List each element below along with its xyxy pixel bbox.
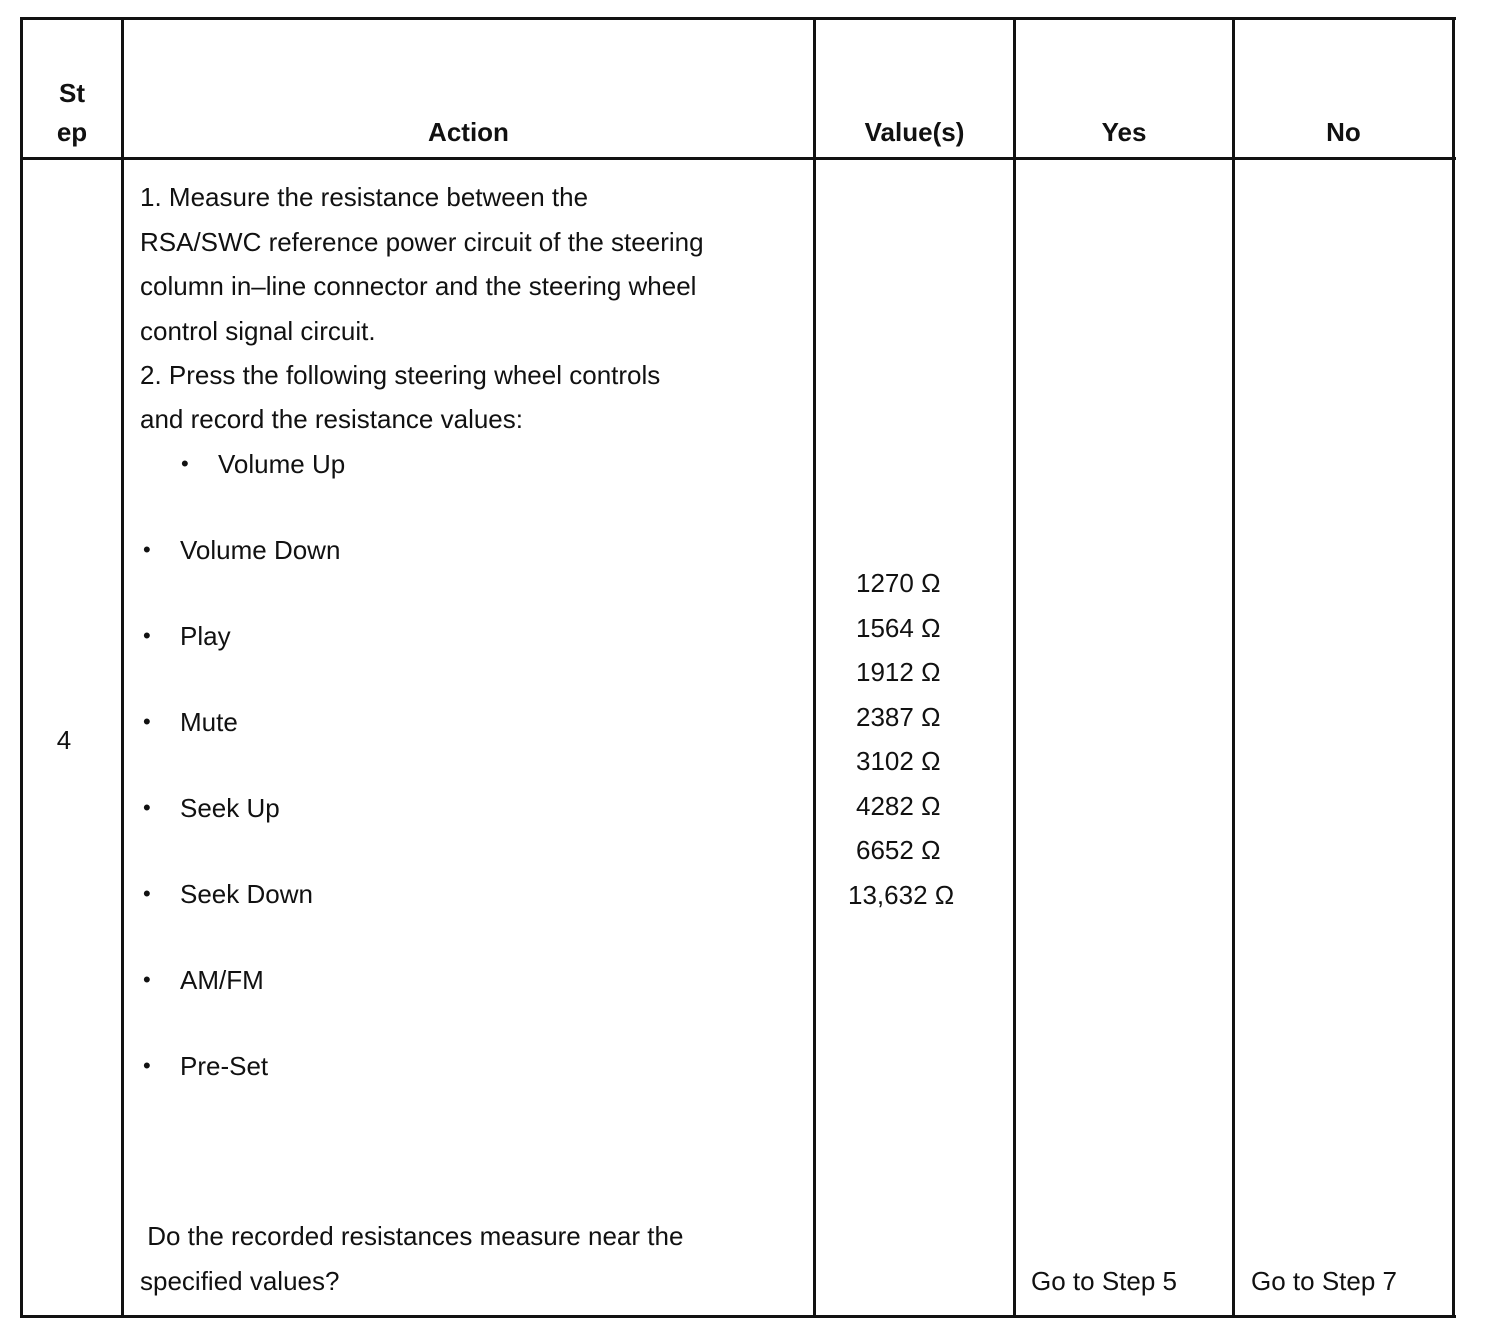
no-action: Go to Step 7 — [1251, 1266, 1397, 1296]
bullet-icon: • — [143, 1053, 151, 1078]
instruction-line: 1. Measure the resistance between the — [140, 182, 589, 212]
value-item: 2387 Ω — [856, 702, 941, 732]
bullet-icon: • — [143, 881, 151, 906]
control-item: Seek Down — [180, 879, 313, 909]
value-item: 6652 Ω — [856, 835, 941, 865]
table-border-left — [20, 17, 23, 1318]
bullet-icon: • — [143, 623, 151, 648]
column-divider-step — [121, 17, 124, 1318]
value-item: 1912 Ω — [856, 657, 941, 687]
column-divider-values — [1013, 17, 1016, 1318]
instruction-line: 2. Press the following steering wheel controls — [140, 360, 661, 390]
question-line: specified values? — [140, 1266, 340, 1296]
value-item: 13,632 Ω — [848, 880, 955, 910]
header-no: No — [1326, 117, 1361, 147]
table-border-top — [20, 17, 1456, 20]
header-divider — [20, 157, 1456, 160]
bullet-icon: • — [181, 451, 189, 476]
control-item: Volume Up — [218, 449, 346, 479]
control-item: AM/FM — [180, 965, 264, 995]
header-yes: Yes — [1101, 117, 1147, 147]
bullet-icon: • — [143, 709, 151, 734]
header-step-line1: St — [59, 78, 85, 108]
bullet-icon: • — [143, 537, 151, 562]
header-step-line2: ep — [56, 117, 88, 147]
value-item: 4282 Ω — [856, 791, 941, 821]
question-line: Do the recorded resistances measure near the — [140, 1221, 684, 1251]
control-item: Mute — [180, 707, 238, 737]
yes-action: Go to Step 5 — [1031, 1266, 1177, 1296]
control-item: Pre-Set — [180, 1051, 269, 1081]
value-item: 1564 Ω — [856, 613, 941, 643]
column-divider-action — [813, 17, 816, 1318]
control-item: Volume Down — [180, 535, 341, 565]
table-border-right — [1452, 17, 1455, 1318]
value-item: 1270 Ω — [856, 568, 941, 598]
control-item: Seek Up — [180, 793, 280, 823]
instruction-line: and record the resistance values: — [140, 404, 523, 434]
column-divider-yes — [1232, 17, 1235, 1318]
instruction-line: control signal circuit. — [140, 316, 376, 346]
table-border-bottom — [20, 1315, 1456, 1318]
instruction-line: column in–line connector and the steering wheel — [140, 271, 697, 301]
step-number: 4 — [56, 725, 72, 755]
bullet-icon: • — [143, 967, 151, 992]
header-values: Value(s) — [864, 117, 965, 147]
instruction-line: RSA/SWC reference power circuit of the steering — [140, 227, 704, 257]
bullet-icon: • — [143, 795, 151, 820]
control-item: Play — [180, 621, 231, 651]
value-item: 3102 Ω — [856, 746, 941, 776]
header-action: Action — [428, 117, 509, 147]
